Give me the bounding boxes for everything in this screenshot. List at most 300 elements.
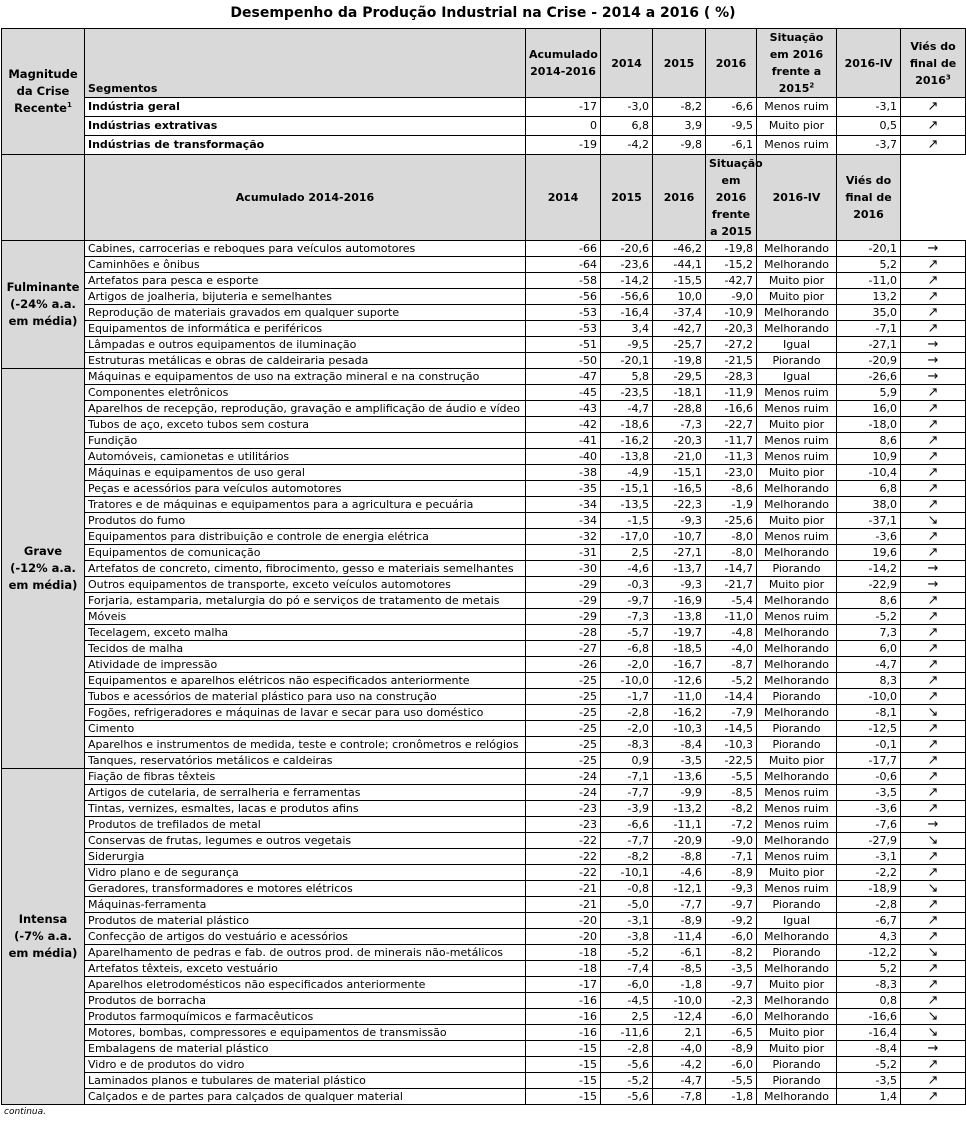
accumulated-value: -27	[526, 641, 601, 657]
value-2016-iv: 5,2	[837, 257, 901, 273]
table-row	[2, 1041, 966, 1057]
value-2014: -2,8	[601, 705, 653, 721]
value-2016: -19,8	[706, 241, 757, 257]
table-row	[2, 497, 966, 513]
trend-arrow-icon: ↗	[901, 136, 966, 155]
value-2016: -42,7	[706, 273, 757, 289]
col-header-2015: 2015	[653, 29, 706, 98]
table-row	[2, 705, 966, 721]
value-2015: -11,4	[653, 929, 706, 945]
table-row	[2, 673, 966, 689]
situation-badge: Melhorando	[757, 641, 837, 657]
value-2015: -9,3	[653, 577, 706, 593]
situation-badge: Menos ruim	[757, 817, 837, 833]
accumulated-value: -18	[526, 945, 601, 961]
value-2016-iv: -8,4	[837, 1041, 901, 1057]
accumulated-value: -32	[526, 529, 601, 545]
trend-arrow-icon: ↘	[901, 513, 966, 529]
table-row	[2, 641, 966, 657]
value-2016: -5,2	[706, 673, 757, 689]
table-row	[2, 257, 966, 273]
trend-arrow-icon: ↗	[901, 593, 966, 609]
value-2014: 3,4	[601, 321, 653, 337]
value-2016: -11,3	[706, 449, 757, 465]
value-2015: -13,6	[653, 769, 706, 785]
table-row	[2, 913, 966, 929]
value-2014: -14,2	[601, 273, 653, 289]
value-2016-iv: -16,4	[837, 1025, 901, 1041]
value-2016-iv: -26,6	[837, 369, 901, 385]
value-2016-iv: -6,7	[837, 913, 901, 929]
segment-name: Caminhões e ônibus	[85, 257, 526, 273]
table-row	[2, 785, 966, 801]
segment-name: Tanques, reservatórios metálicos e caldeiras	[85, 753, 526, 769]
value-2016-iv: -3,5	[837, 785, 901, 801]
value-2016-iv: -7,6	[837, 817, 901, 833]
segment-name: Produtos de trefilados de metal	[85, 817, 526, 833]
situation-badge: Muito pior	[757, 289, 837, 305]
table-row	[2, 433, 966, 449]
table-row	[2, 305, 966, 321]
value-2016: -25,6	[706, 513, 757, 529]
accumulated-value: 0	[526, 117, 601, 136]
value-2016-iv: -4,7	[837, 657, 901, 673]
value-2015: -1,8	[653, 977, 706, 993]
situation-badge: Menos ruim	[757, 385, 837, 401]
situation-badge: Menos ruim	[757, 801, 837, 817]
situation-badge: Piorando	[757, 945, 837, 961]
value-2014: -4,6	[601, 561, 653, 577]
accumulated-value: -56	[526, 289, 601, 305]
value-2014: 0,9	[601, 753, 653, 769]
accumulated-value: -24	[526, 769, 601, 785]
accumulated-value: -16	[526, 1009, 601, 1025]
trend-arrow-icon: ↘	[901, 881, 966, 897]
trend-arrow-icon: →	[901, 369, 966, 385]
value-2014: -13,8	[601, 449, 653, 465]
segment-name: Equipamentos para distribuição e controle de energia elétrica	[85, 529, 526, 545]
value-2016-iv: 35,0	[837, 305, 901, 321]
value-2014: -16,4	[601, 305, 653, 321]
situation-badge: Menos ruim	[757, 433, 837, 449]
value-2014: -7,7	[601, 833, 653, 849]
header-row-magnitude	[2, 29, 966, 98]
situation-badge: Menos ruim	[757, 849, 837, 865]
situation-badge: Muito pior	[757, 117, 837, 136]
trend-arrow-icon: ↗	[901, 529, 966, 545]
trend-arrow-icon: ↗	[901, 433, 966, 449]
segment-name: Vidro plano e de segurança	[85, 865, 526, 881]
value-2015: -9,9	[653, 785, 706, 801]
situation-badge: Muito pior	[757, 753, 837, 769]
situation-badge: Melhorando	[757, 673, 837, 689]
value-2014: -3,9	[601, 801, 653, 817]
group-label-magnitude: Magnitude da Crise Recente$^1$	[2, 29, 85, 155]
col-header-segmentos: Segmentos	[85, 29, 526, 98]
value-2016: -14,5	[706, 721, 757, 737]
value-2016-iv: 19,6	[837, 545, 901, 561]
trend-arrow-icon: ↗	[901, 865, 966, 881]
value-2015: -46,2	[653, 241, 706, 257]
value-2014: -23,6	[601, 257, 653, 273]
value-2016-iv: 8,6	[837, 593, 901, 609]
segment-name: Artefatos têxteis, exceto vestuário	[85, 961, 526, 977]
value-2016: -5,5	[706, 1073, 757, 1089]
value-2014: 2,5	[601, 545, 653, 561]
col-header-y2016: 2016	[653, 155, 706, 241]
col-header-vies: Viés do final de 2016$^3$	[901, 29, 966, 98]
situation-badge: Piorando	[757, 721, 837, 737]
segment-name: Artefatos de concreto, cimento, fibrocimento, gesso e materiais semelhantes	[85, 561, 526, 577]
value-2014: -16,2	[601, 433, 653, 449]
value-2016-iv: -3,1	[837, 98, 901, 117]
table-row	[2, 737, 966, 753]
value-2016: -8,5	[706, 785, 757, 801]
situation-badge: Igual	[757, 369, 837, 385]
value-2016: -8,0	[706, 529, 757, 545]
segment-name: Tubos de aço, exceto tubos sem costura	[85, 417, 526, 433]
table-row	[2, 833, 966, 849]
situation-badge: Muito pior	[757, 577, 837, 593]
segment-name: Geradores, transformadores e motores elétricos	[85, 881, 526, 897]
value-2016-iv: -3,6	[837, 529, 901, 545]
value-2016-iv: -10,4	[837, 465, 901, 481]
value-2016: -9,3	[706, 881, 757, 897]
trend-arrow-icon: ↗	[901, 673, 966, 689]
value-2016: -3,5	[706, 961, 757, 977]
value-2016-iv: -2,2	[837, 865, 901, 881]
value-2014: -5,0	[601, 897, 653, 913]
value-2014: 2,5	[601, 1009, 653, 1025]
table-row	[2, 289, 966, 305]
trend-arrow-icon: ↗	[901, 273, 966, 289]
accumulated-value: -28	[526, 625, 601, 641]
segment-name: Aparelhos e instrumentos de medida, teste e controle; cronômetros e relógios	[85, 737, 526, 753]
value-2015: -12,4	[653, 1009, 706, 1025]
value-2016-iv: 16,0	[837, 401, 901, 417]
trend-arrow-icon: ↘	[901, 833, 966, 849]
segment-name: Artigos de joalheria, bijuteria e semelhantes	[85, 289, 526, 305]
value-2014: -5,6	[601, 1089, 653, 1105]
value-2016: -11,7	[706, 433, 757, 449]
col-header-2014: 2014	[601, 29, 653, 98]
value-2016: -15,2	[706, 257, 757, 273]
col-header-vies: Viés do final de 2016	[837, 155, 901, 241]
accumulated-value: -15	[526, 1089, 601, 1105]
value-2016-iv: -14,2	[837, 561, 901, 577]
value-2014: -13,5	[601, 497, 653, 513]
value-2016: -1,9	[706, 497, 757, 513]
value-2016-iv: 6,8	[837, 481, 901, 497]
value-2015: -10,0	[653, 993, 706, 1009]
situation-badge: Muito pior	[757, 417, 837, 433]
table-row	[2, 465, 966, 481]
value-2016-iv: -27,1	[837, 337, 901, 353]
segment-name: Aparelhos eletrodomésticos não especificados anteriormente	[85, 977, 526, 993]
value-2016: -7,1	[706, 849, 757, 865]
trend-arrow-icon: ↗	[901, 753, 966, 769]
value-2015: -22,3	[653, 497, 706, 513]
value-2016: -9,0	[706, 833, 757, 849]
accumulated-value: -16	[526, 1025, 601, 1041]
table-row	[2, 369, 966, 385]
value-2016-iv: -27,9	[837, 833, 901, 849]
table-row	[2, 1009, 966, 1025]
table-row-magnitude	[2, 117, 966, 136]
value-2016: -2,3	[706, 993, 757, 1009]
situation-badge: Menos ruim	[757, 98, 837, 117]
accumulated-value: -42	[526, 417, 601, 433]
table-row	[2, 1073, 966, 1089]
situation-badge: Muito pior	[757, 513, 837, 529]
trend-arrow-icon: ↗	[901, 769, 966, 785]
value-2016-iv: 4,3	[837, 929, 901, 945]
segment-name: Fogões, refrigeradores e máquinas de lavar e secar para uso doméstico	[85, 705, 526, 721]
value-2015: -4,2	[653, 1057, 706, 1073]
group-label: Fulminante (-24% a.a. em média)	[2, 241, 85, 369]
value-2015: -9,8	[653, 136, 706, 155]
value-2016-iv: -8,1	[837, 705, 901, 721]
value-2014: -6,0	[601, 977, 653, 993]
value-2015: -16,5	[653, 481, 706, 497]
table-row	[2, 353, 966, 369]
value-2016: -22,7	[706, 417, 757, 433]
situation-badge: Melhorando	[757, 705, 837, 721]
value-2016: -8,2	[706, 801, 757, 817]
value-2014: -9,5	[601, 337, 653, 353]
accumulated-value: -15	[526, 1073, 601, 1089]
value-2015: -7,8	[653, 1089, 706, 1105]
value-2014: -4,5	[601, 993, 653, 1009]
table-row	[2, 449, 966, 465]
value-2014: -10,1	[601, 865, 653, 881]
trend-arrow-icon: ↗	[901, 977, 966, 993]
value-2016: -6,0	[706, 1057, 757, 1073]
situation-badge: Melhorando	[757, 305, 837, 321]
segment-name: Embalagens de material plástico	[85, 1041, 526, 1057]
value-2016-iv: -2,8	[837, 897, 901, 913]
trend-arrow-icon: ↗	[901, 689, 966, 705]
col-header-q2016iv: 2016-IV	[757, 155, 837, 241]
table-row	[2, 545, 966, 561]
situation-badge: Piorando	[757, 353, 837, 369]
situation-badge: Piorando	[757, 737, 837, 753]
segment-name: Cabines, carrocerias e reboques para veículos automotores	[85, 241, 526, 257]
value-2016-iv: 1,4	[837, 1089, 901, 1105]
value-2016-iv: 8,3	[837, 673, 901, 689]
value-2015: -27,1	[653, 545, 706, 561]
trend-arrow-icon: ↗	[901, 641, 966, 657]
accumulated-value: -25	[526, 753, 601, 769]
accumulated-value: -50	[526, 353, 601, 369]
accumulated-value: -26	[526, 657, 601, 673]
trend-arrow-icon: ↘	[901, 945, 966, 961]
value-2016-iv: -17,7	[837, 753, 901, 769]
value-2016-iv: -3,5	[837, 1073, 901, 1089]
accumulated-value: -43	[526, 401, 601, 417]
value-2014: -18,6	[601, 417, 653, 433]
situation-badge: Melhorando	[757, 481, 837, 497]
accumulated-value: -17	[526, 98, 601, 117]
value-2015: -28,8	[653, 401, 706, 417]
value-2015: -19,7	[653, 625, 706, 641]
situation-badge: Menos ruim	[757, 136, 837, 155]
segment-name: Forjaria, estamparia, metalurgia do pó e serviços de tratamento de metais	[85, 593, 526, 609]
value-2015: -16,7	[653, 657, 706, 673]
segment-name: Lâmpadas e outros equipamentos de iluminação	[85, 337, 526, 353]
value-2016: -6,0	[706, 1009, 757, 1025]
value-2015: 3,9	[653, 117, 706, 136]
situation-badge: Melhorando	[757, 257, 837, 273]
value-2015: -3,5	[653, 753, 706, 769]
accumulated-value: -30	[526, 561, 601, 577]
trend-arrow-icon: ↗	[901, 385, 966, 401]
value-2016-iv: 6,0	[837, 641, 901, 657]
value-2016-iv: 38,0	[837, 497, 901, 513]
value-2014: -3,1	[601, 913, 653, 929]
value-2016: -21,7	[706, 577, 757, 593]
accumulated-value: -25	[526, 737, 601, 753]
situation-badge: Igual	[757, 913, 837, 929]
value-2014: -6,8	[601, 641, 653, 657]
value-2016: -9,0	[706, 289, 757, 305]
value-2015: -20,3	[653, 433, 706, 449]
value-2014: -5,2	[601, 1073, 653, 1089]
value-2014: -1,7	[601, 689, 653, 705]
value-2015: -7,3	[653, 417, 706, 433]
segment-name: Componentes eletrônicos	[85, 385, 526, 401]
value-2014: 5,8	[601, 369, 653, 385]
value-2016-iv: -18,0	[837, 417, 901, 433]
accumulated-value: -20	[526, 929, 601, 945]
table-row	[2, 577, 966, 593]
value-2015: -8,4	[653, 737, 706, 753]
trend-arrow-icon: ↘	[901, 1009, 966, 1025]
value-2016: -22,5	[706, 753, 757, 769]
trend-arrow-icon: ↗	[901, 993, 966, 1009]
trend-arrow-icon: ↗	[901, 913, 966, 929]
situation-badge: Menos ruim	[757, 529, 837, 545]
segment-name: Tintas, vernizes, esmaltes, lacas e produtos afins	[85, 801, 526, 817]
value-2014: -2,8	[601, 1041, 653, 1057]
value-2016: -4,0	[706, 641, 757, 657]
value-2015: -37,4	[653, 305, 706, 321]
group-label: Grave (-12% a.a. em média)	[2, 369, 85, 769]
trend-arrow-icon: ↗	[901, 401, 966, 417]
value-2014: -1,5	[601, 513, 653, 529]
situation-badge: Menos ruim	[757, 401, 837, 417]
trend-arrow-icon: ↗	[901, 609, 966, 625]
table-title: Desempenho da Produção Industrial na Crise - 2014 a 2016 ( %)	[230, 5, 736, 21]
value-2016: -10,9	[706, 305, 757, 321]
col-header-situacao: Situação em 2016 frente a 2015	[706, 155, 757, 241]
segment-name: Automóveis, camionetas e utilitários	[85, 449, 526, 465]
accumulated-value: -22	[526, 833, 601, 849]
trend-arrow-icon: →	[901, 1041, 966, 1057]
value-2016: -9,7	[706, 897, 757, 913]
table-row	[2, 993, 966, 1009]
value-2015: -44,1	[653, 257, 706, 273]
trend-arrow-icon: ↗	[901, 1057, 966, 1073]
value-2015: -20,9	[653, 833, 706, 849]
value-2014: -23,5	[601, 385, 653, 401]
segment-name: Equipamentos de informática e periféricos	[85, 321, 526, 337]
value-2014: -0,8	[601, 881, 653, 897]
situation-badge: Menos ruim	[757, 449, 837, 465]
trend-arrow-icon: ↗	[901, 481, 966, 497]
segment-name: Siderurgia	[85, 849, 526, 865]
value-2015: -15,1	[653, 465, 706, 481]
situation-badge: Melhorando	[757, 545, 837, 561]
situation-badge: Melhorando	[757, 833, 837, 849]
trend-arrow-icon: ↗	[901, 785, 966, 801]
situation-badge: Melhorando	[757, 993, 837, 1009]
accumulated-value: -21	[526, 881, 601, 897]
accumulated-value: -66	[526, 241, 601, 257]
value-2014: -17,0	[601, 529, 653, 545]
situation-badge: Melhorando	[757, 497, 837, 513]
value-2016-iv: 13,2	[837, 289, 901, 305]
value-2015: -9,3	[653, 513, 706, 529]
col-header-situacao: Situação em 2016 frente a 2015$^2$	[757, 29, 837, 98]
accumulated-value: -58	[526, 273, 601, 289]
value-2016-iv: -5,2	[837, 1057, 901, 1073]
trend-arrow-icon: →	[901, 817, 966, 833]
trend-arrow-icon: ↗	[901, 737, 966, 753]
value-2015: -8,8	[653, 849, 706, 865]
value-2014: -8,3	[601, 737, 653, 753]
value-2015: -4,7	[653, 1073, 706, 1089]
segment-name: Fiação de fibras têxteis	[85, 769, 526, 785]
value-2016-iv: -3,6	[837, 801, 901, 817]
col-header-segmentos	[2, 155, 85, 241]
value-2015: -15,5	[653, 273, 706, 289]
trend-arrow-icon: ↗	[901, 117, 966, 136]
value-2014: -5,7	[601, 625, 653, 641]
value-2016: -5,5	[706, 769, 757, 785]
segment-name: Laminados planos e tubulares de material plástico	[85, 1073, 526, 1089]
value-2014: -5,2	[601, 945, 653, 961]
situation-badge: Muito pior	[757, 1041, 837, 1057]
situation-badge: Piorando	[757, 561, 837, 577]
value-2015: -8,2	[653, 98, 706, 117]
table-row	[2, 1025, 966, 1041]
situation-badge: Muito pior	[757, 865, 837, 881]
segment-name: Outros equipamentos de transporte, exceto veículos automotores	[85, 577, 526, 593]
value-2016: -10,3	[706, 737, 757, 753]
trend-arrow-icon: ↗	[901, 849, 966, 865]
value-2016-iv: -0,1	[837, 737, 901, 753]
segment-name: Indústria geral	[85, 98, 526, 117]
trend-arrow-icon: ↗	[901, 1073, 966, 1089]
segment-name: Indústrias extrativas	[85, 117, 526, 136]
accumulated-value: -23	[526, 817, 601, 833]
value-2016: -6,0	[706, 929, 757, 945]
value-2014: -6,6	[601, 817, 653, 833]
situation-badge: Piorando	[757, 1057, 837, 1073]
table-row	[2, 593, 966, 609]
col-header-2016: 2016	[706, 29, 757, 98]
table-row	[2, 481, 966, 497]
col-header-acumulado: Acumulado 2014-2016	[85, 155, 526, 241]
segment-name: Estruturas metálicas e obras de caldeiraria pesada	[85, 353, 526, 369]
value-2015: -10,7	[653, 529, 706, 545]
segment-name: Equipamentos e aparelhos elétricos não especificados anteriormente	[85, 673, 526, 689]
segment-name: Atividade de impressão	[85, 657, 526, 673]
value-2016: -8,9	[706, 865, 757, 881]
value-2014: -11,6	[601, 1025, 653, 1041]
segment-name: Calçados e de partes para calçados de qualquer material	[85, 1089, 526, 1105]
